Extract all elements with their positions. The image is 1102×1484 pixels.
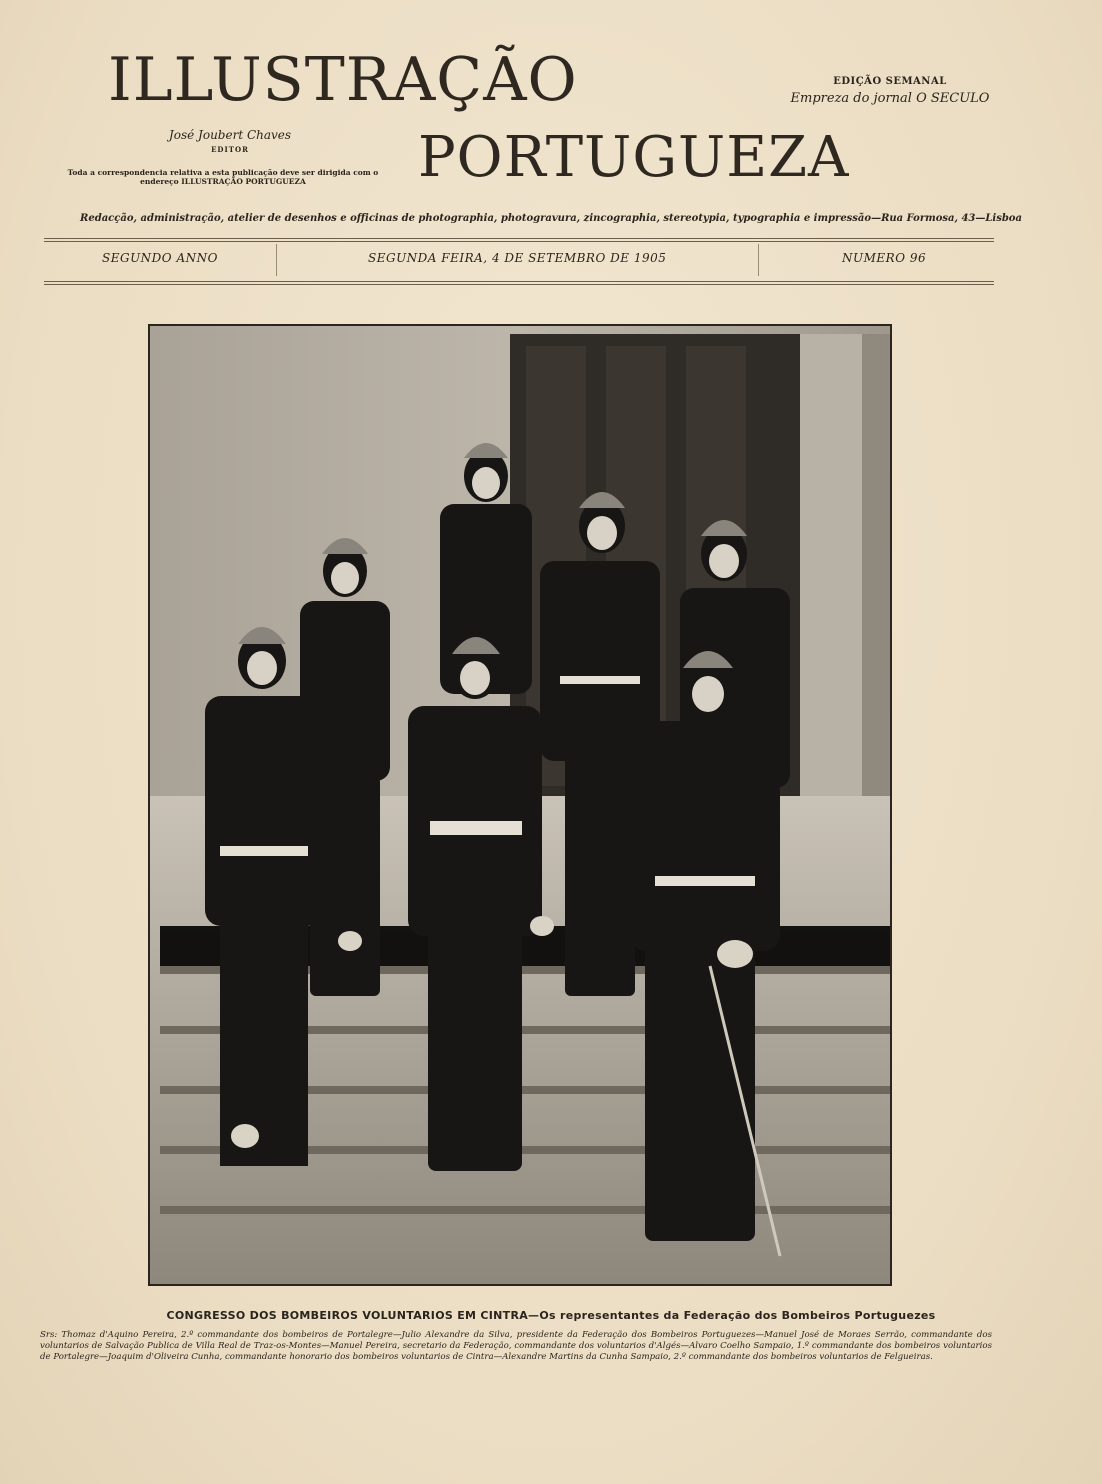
dateline-separator — [276, 244, 277, 276]
group-photograph — [148, 324, 892, 1286]
dateline-date: SEGUNDA FEIRA, 4 DE SETEMBRO DE 1905 — [368, 251, 667, 265]
caption-title: CONGRESSO DOS BOMBEIROS VOLUNTARIOS EM CINTRA—Os representantes da Federação dos Bombeiros Portuguezes — [166, 1309, 936, 1322]
dateline-issue: NUMERO 96 — [842, 251, 927, 265]
address-line: Redacção, administração, atelier de desenhos e officinas de photographia, photogravura, zincographia, stereotypia, typographia e impressão—Rua Formosa, 43—Lisboa — [80, 213, 1022, 224]
bottom-rule — [44, 281, 994, 285]
edition-label: EDIÇÃO SEMANAL — [833, 76, 947, 87]
top-rule — [44, 238, 994, 242]
photograph-illustration — [150, 326, 890, 1284]
dateline-separator — [758, 244, 759, 276]
dateline-year: SEGUNDO ANNO — [102, 251, 218, 265]
masthead-title-line2: PORTUGUEZA — [418, 125, 850, 190]
editor-name: José Joubert Chaves — [168, 128, 292, 142]
editor-title: EDITOR — [211, 145, 249, 154]
publisher-label: Empreza do jornal O SECULO — [790, 91, 990, 106]
caption-body: Srs: Thomaz d'Aquino Pereira, 2.º commandante dos bombeiros de Portalegre—Julio Alexandre da Silva, presidente da Federação dos Bombeiros Portuguezes—Manuel José de Moraes Serrão, commandante dos voluntarios de Salvação Publica de Villa Real de Traz-os-Montes—Manuel Pereira, secretario da Federação, commandante dos voluntarios d'Algés—Alvaro Coelho Sampaio, 1.º commandante dos bombeiros voluntarios de Portalegre—Joaquim d'Oliveira Cunha, commandante honorario dos bombeiros voluntarios de Cintra—Alexandre Martins da Cunha Sampaio, 2.º commandante dos bombeiros voluntarios de Felgueiras. — [40, 1330, 992, 1362]
masthead-title-line1: ILLUSTRAÇÃO — [108, 45, 578, 115]
correspondence-notice: Toda a correspondencia relativa a esta publicação deve ser dirigida com o endereço ILLUSTRAÇÃO PORTUGUEZA — [67, 168, 379, 187]
